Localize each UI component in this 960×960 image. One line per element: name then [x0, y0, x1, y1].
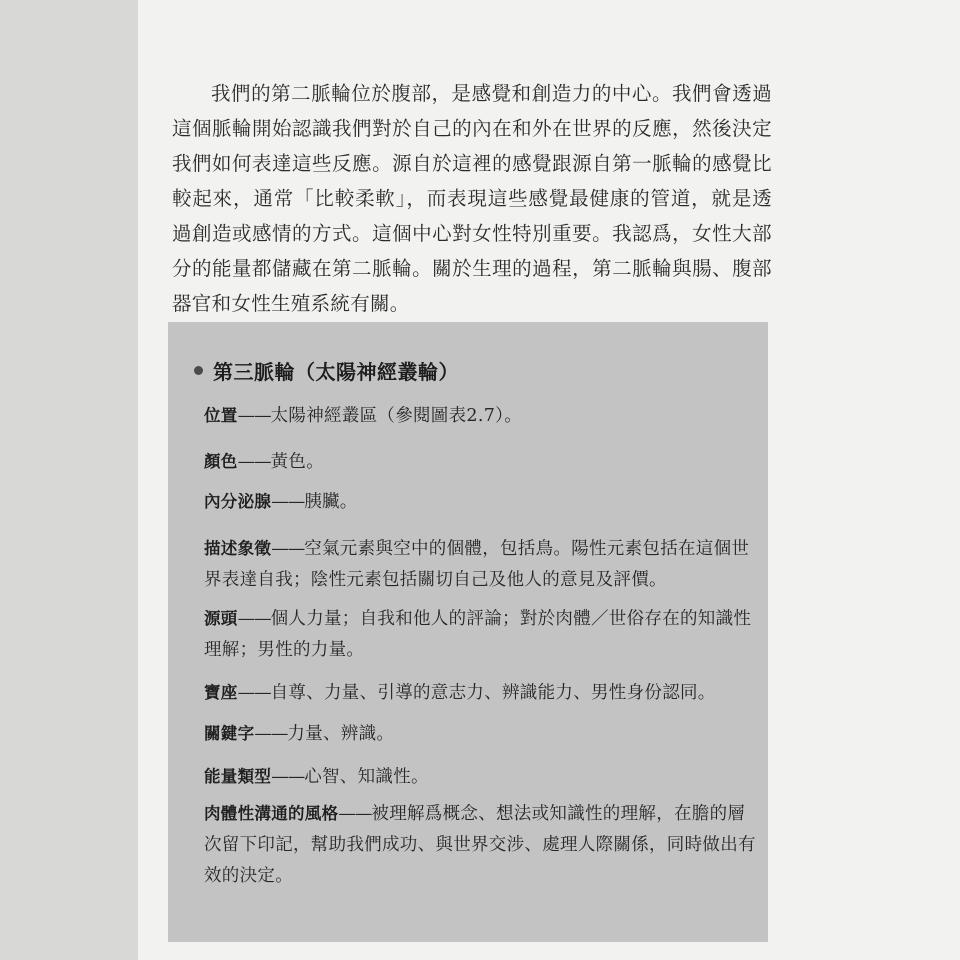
entry-gland — [204, 486, 756, 518]
entry-text: 力量、辨識。 — [287, 724, 395, 744]
entry-label: 寶座 — [204, 683, 238, 702]
entry-text: 被理解爲概念、想法或知識性的理解，在膽的層次留下印記，幫助我們成功、與世界交涉、處理人際關係，同時做出有效的決定。 — [204, 804, 756, 886]
entry-label: 能量類型 — [204, 767, 272, 786]
section-title-text: 第三脈輪（太陽神經叢輪） — [213, 360, 459, 384]
entry-dash: —— — [237, 452, 271, 472]
entry-label: 位置 — [204, 406, 238, 425]
entry-symbol — [204, 533, 756, 596]
entry-location — [204, 400, 756, 432]
entry-color — [204, 446, 756, 478]
intro-paragraph: 我們的第二脈輪位於腹部，是感覺和創造力的中心。我們會透過這個脈輪開始認識我們對於自己的內在和外在世界的反應，然後決定我們如何表達這些反應。源自於這裡的感覺跟源自第一脈輪的感覺比較起來，通常「比較柔軟」，而表現這些感覺最健康的管道，就是透過創造或感情的方式。這個中心對女性特別重要。我認爲，女性大部分的能量都儲藏在第二脈輪。關於生理的過程，第二脈輪與腸、腹部器官和女性生殖系統有關。 — [172, 82, 772, 315]
entry-throne — [204, 677, 756, 709]
entry-text: 心智、知識性。 — [304, 767, 429, 787]
entry-dash: —— — [271, 492, 305, 512]
entry-text: 個人力量；自我和他人的評論；對於肉體／世俗存在的知識性理解；男性的力量。 — [204, 609, 752, 660]
entry-dash: —— — [338, 804, 372, 824]
entry-text: 胰臟。 — [304, 492, 358, 512]
entry-keywords — [204, 718, 756, 750]
entry-communication-style — [204, 798, 756, 892]
entry-label: 顏色 — [204, 452, 238, 471]
entry-dash: —— — [237, 406, 271, 426]
entry-dash: —— — [271, 767, 305, 787]
entry-energy-type — [204, 761, 756, 793]
entry-text: 太陽神經叢區（參閱圖表2.7）。 — [270, 406, 522, 426]
entry-source — [204, 603, 756, 666]
entry-dash: —— — [237, 683, 271, 703]
entry-label: 內分泌腺 — [204, 492, 272, 511]
entry-text: 黃色。 — [270, 452, 325, 472]
entry-dash: —— — [254, 724, 288, 744]
entry-label: 肉體性溝通的風格 — [204, 804, 339, 823]
entry-label: 描述象徵 — [204, 539, 272, 558]
section-title — [194, 356, 459, 385]
entry-text: 空氣元素與空中的個體，包括鳥。陽性元素包括在這個世界表達自我；陰性元素包括關切自己及他人的意見及評價。 — [204, 539, 750, 590]
entry-label: 關鍵字 — [204, 724, 255, 743]
entry-dash: —— — [237, 609, 271, 629]
entry-label: 源頭 — [204, 609, 238, 628]
bullet-icon — [194, 366, 203, 375]
entry-dash: —— — [271, 539, 305, 559]
entry-text: 自尊、力量、引導的意志力、辨識能力、男性身份認同。 — [270, 683, 716, 703]
